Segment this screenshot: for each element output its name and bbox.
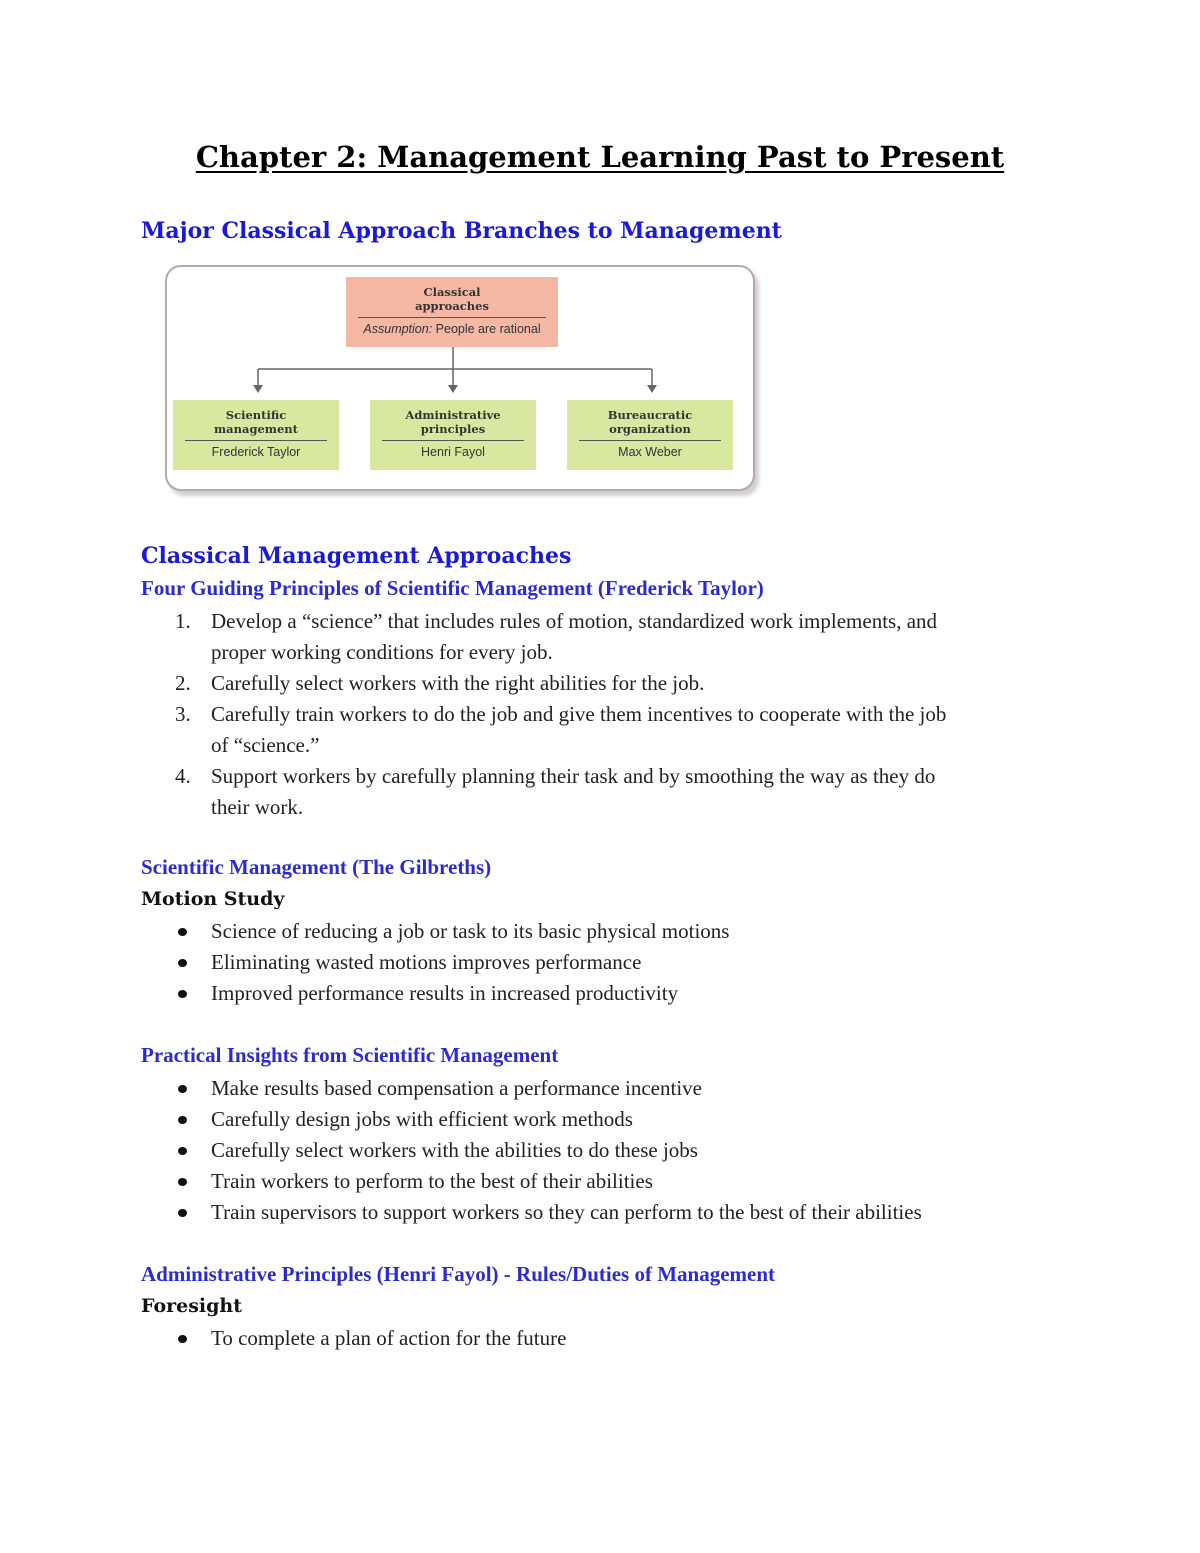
box-title-line: organization [609,422,691,436]
list-item-text: Develop a “science” that includes rules of motion, standardized work implements, and [211,609,938,633]
box-title-line: Bureaucratic [607,408,693,422]
box-title-line: principles [420,422,486,436]
list-item [141,1104,1061,1135]
bullet-icon [178,1147,187,1155]
page-title: Chapter 2: Management Learning Past to Present [195,140,1005,174]
list-item-text: Improved performance results in increased productivity [211,981,679,1005]
foresight-label: Foresight [141,1295,243,1317]
subheading-administrative-principles: Administrative Principles (Henri Fayol) - Rules/Duties of Management [141,1262,775,1286]
list-item [141,1197,1061,1228]
taylor-principles-list [141,606,1061,823]
assumption-text [346,322,558,336]
list-item-text: Carefully design jobs with efficient work methods [211,1107,633,1131]
list-item [141,1135,1061,1166]
list-item-text: of “science.” [211,733,320,757]
subheading-taylor-principles: Four Guiding Principles of Scientific Management (Frederick Taylor) [141,576,764,600]
list-item [141,699,1061,761]
list-item [141,668,1061,699]
box-title-line: Scientific [225,408,287,422]
bullet-icon [178,959,187,967]
list-item-text: Carefully select workers with the right abilities for the job. [211,671,705,695]
box-title [346,277,558,313]
motion-study-list [141,916,1061,1009]
arrow-down-icon [253,385,263,393]
practical-insights-list [141,1073,1061,1228]
scientific-management-box [173,400,339,470]
list-item [141,978,1061,1009]
box-person: Henri Fayol [421,445,485,459]
list-item [141,1073,1061,1104]
list-item-text: Science of reducing a job or task to its basic physical motions [211,919,730,943]
bullet-icon [178,1116,187,1124]
list-item [141,761,1061,823]
arrow-down-icon [448,385,458,393]
bullet-icon [178,1178,187,1186]
motion-study-label: Motion Study [141,888,285,910]
list-number: 2. [175,671,191,695]
box-divider [579,440,721,441]
list-item [141,606,1061,668]
box-divider [382,440,524,441]
box-divider [185,440,327,441]
bullet-icon [178,928,187,936]
list-item-text: Support workers by carefully planning their task and by smoothing the way as they do [211,764,936,788]
bullet-icon [178,1335,187,1343]
box-title-line: management [214,422,298,436]
list-item-text: To complete a plan of action for the future [211,1326,567,1350]
bullet-icon [178,1209,187,1217]
list-number: 3. [175,702,191,726]
box-title-line: approaches [415,299,489,313]
list-item-text: their work. [211,795,304,819]
bullet-icon [178,990,187,998]
box-title-line: Administrative [405,408,501,422]
subheading-gilbreths: Scientific Management (The Gilbreths) [141,855,492,879]
box-divider [358,317,546,318]
box-title-line: Classical [423,285,481,299]
box-title [567,400,733,436]
list-item [141,1323,1061,1354]
classical-approaches-box [346,277,558,347]
bullet-icon [178,1085,187,1093]
list-item-text: Eliminating wasted motions improves performance [211,950,642,974]
list-item [141,947,1061,978]
list-item-text: proper working conditions for every job. [211,640,553,664]
bureaucratic-organization-box [567,400,733,470]
foresight-list [141,1323,1061,1354]
list-item-text: Train supervisors to support workers so they can perform to the best of their abilities [211,1200,922,1224]
administrative-principles-box [370,400,536,470]
box-person: Max Weber [618,445,682,459]
box-title [173,400,339,436]
list-number: 4. [175,764,191,788]
list-item-text: Carefully train workers to do the job and give them incentives to cooperate with the job [211,702,947,726]
assumption-label: Assumption: [363,322,433,336]
list-item-text: Train workers to perform to the best of their abilities [211,1169,653,1193]
list-item [141,1166,1061,1197]
list-item [141,916,1061,947]
list-number: 1. [175,609,191,633]
list-item-text: Carefully select workers with the abilities to do these jobs [211,1138,698,1162]
classical-approaches-diagram [161,263,763,495]
subheading-practical-insights: Practical Insights from Scientific Management [141,1043,559,1067]
list-item-text: Make results based compensation a performance incentive [211,1076,702,1100]
box-person: Frederick Taylor [211,445,301,459]
assumption-value: People are rational [432,322,541,336]
arrow-down-icon [647,385,657,393]
section-heading-classical-branches: Major Classical Approach Branches to Management [141,218,782,244]
box-title [370,400,536,436]
section-heading-classical-approaches: Classical Management Approaches [141,543,572,569]
